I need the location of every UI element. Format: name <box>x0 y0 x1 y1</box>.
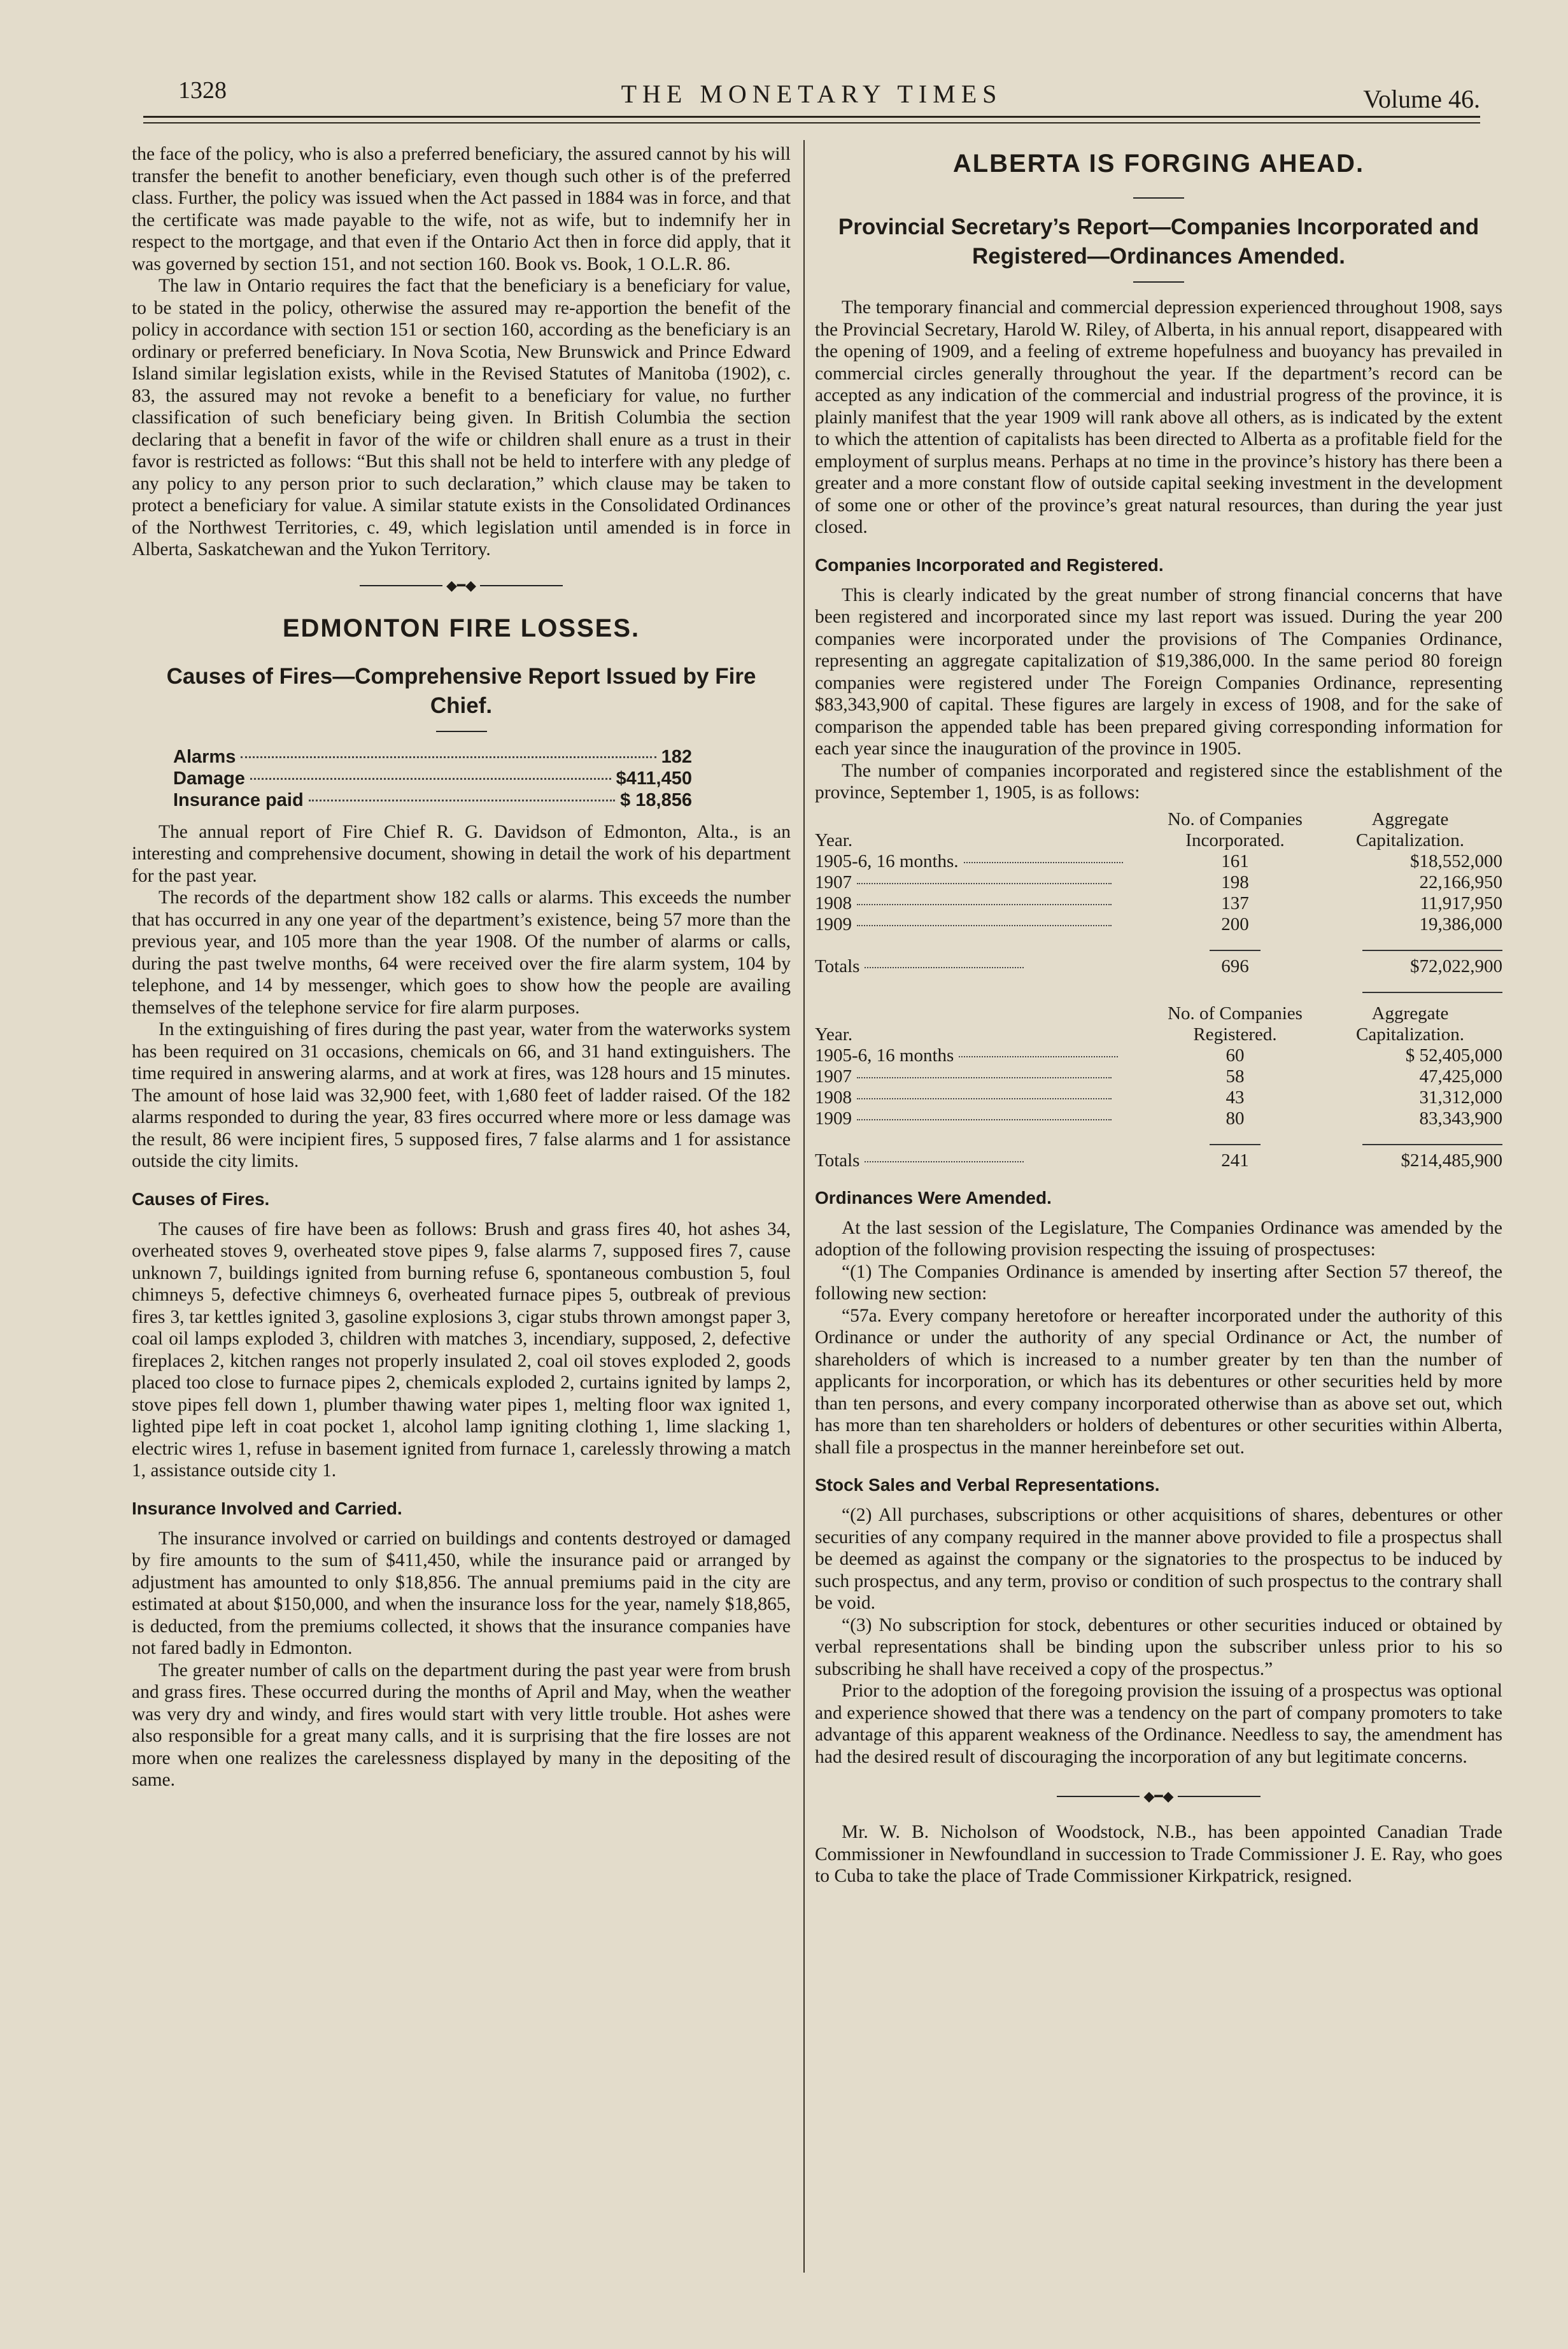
right-column <box>815 143 1502 1887</box>
stat-row <box>173 789 692 811</box>
year-cell: 1909 <box>815 914 852 935</box>
paragraph: “(2) All purchases, subscriptions or other acquisitions of shares, debentures or other securities of any company required in the manner above provided to file a prospectus shall be deemed as against the company or the signatories to the prospectus to be induced by such prospectus, and any term, proviso or condition of such prospectus to the contrary shall be void. <box>815 1505 1502 1613</box>
count-cell: 200 <box>1221 914 1249 935</box>
column-divider <box>803 140 805 2273</box>
count-cell: 137 <box>1221 892 1249 914</box>
capital-cell: $18,552,000 <box>1410 850 1502 871</box>
table-row <box>815 1087 1502 1108</box>
capital-cell: 47,425,000 <box>1419 1066 1502 1087</box>
year-cell: 1905-6, 16 months. <box>815 850 959 871</box>
stat-label: Damage <box>173 768 245 789</box>
volume-label: Volume 46. <box>1363 85 1480 113</box>
count-cell: 161 <box>1221 850 1249 871</box>
paragraph: The law in Ontario requires the fact that the beneficiary is a beneficiary for value, to be stated in the policy, otherwise the assured may re-apportion the benefit of the policy in accordance with section 151 or section 160, according as the beneficiary is an ordinary or preferred beneficiary. In Nova Scotia, New Brunswick and Prince Edward Island similar legislation exists, while in the Revised Statutes of Manitoba (1902), c. 83, the assured may not revoke a benefit to a beneficiary for value, no further classification of such beneficiary being given. In British Columbia the section declaring that a benefit in favor of the wife or children shall enure as a trust in their favor is restricted as follows: “But this shall not be held to interfere with any pledge of any policy to any person prior to such declaration,” which clause may be taken to protect a beneficiary for value. A similar statute exists in the Consolidated Ordinances of the Northwest Territories, c. 49, which legislation until amended is in force in Alberta, Saskatchewan and the Yukon Territory. <box>132 276 791 560</box>
table-row <box>815 872 1502 893</box>
year-cell: 1909 <box>815 1108 852 1129</box>
capital-cell: 31,312,000 <box>1419 1087 1502 1108</box>
short-rule <box>436 731 487 732</box>
companies-registered-table <box>815 1003 1502 1171</box>
totals-row <box>815 956 1502 977</box>
section-heading: Causes of Fires. <box>132 1189 270 1209</box>
stat-value: $ 18,856 <box>620 789 692 810</box>
page-number: 1328 <box>178 77 227 104</box>
companies-incorporated-table <box>815 809 1502 998</box>
total-count: 696 <box>1221 956 1249 977</box>
section-heading: Insurance Involved and Carried. <box>132 1498 402 1518</box>
capital-cell: 22,166,950 <box>1419 871 1502 892</box>
paragraph: The records of the department show 182 calls or alarms. This exceeds the number that has occurred in any one year of the department’s existence, being 57 more than the previous year, and 105 more than the year 1908. Of the number of alarms or calls, during the past twelve months, 64 were received over the fire alarm system, 104 by telephone, and 14 by messenger, which goes to show how the people are availing themselves of the telephone service for fire alarm purposes. <box>132 887 791 1018</box>
table-row <box>815 1108 1502 1129</box>
paragraph: The greater number of calls on the department during the past year were from brush and grass fires. These occurred during the months of April and May, when the weather was very dry and windy, and fires would start with very little trouble. Hot ashes were also responsible for a great many calls, and it is surprising that the fire losses are not more when one realizes the carelessness displayed by many in the depositing of the same. <box>132 1660 791 1790</box>
year-cell: 1907 <box>815 871 852 892</box>
paragraph: “57a. Every company heretofore or hereafter incorporated under the authority of this Ordinance or under the authority of any special Ordinance or Act, the number of shareholders of which is increased to a number greater by ten than the number of applicants for incorporation, or which has its debentures or other securities held by more than ten persons, and every company incorporated otherwise than as above set out, which has more than ten shareholders or holders of debentures or other securities within Alberta, shall file a prospectus in the manner hereinbefore set out. <box>815 1305 1502 1458</box>
section-heading: Stock Sales and Verbal Representations. <box>815 1475 1160 1495</box>
column-header: Year. <box>815 1024 853 1045</box>
page-header <box>143 76 1480 121</box>
paragraph: At the last session of the Legislature, The Companies Ordinance was amended by the adoption of the following provision respecting the issuing of prospectuses: <box>815 1217 1502 1260</box>
fire-stats <box>173 746 692 811</box>
table-row <box>815 914 1502 935</box>
column-header: No. of Companies Registered. <box>1168 1003 1303 1045</box>
section-heading: Ordinances Were Amended. <box>815 1187 1052 1208</box>
capital-cell: 83,343,900 <box>1419 1108 1502 1129</box>
table-row <box>815 1066 1502 1087</box>
header-rule-bottom <box>143 122 1480 123</box>
stat-label: Alarms <box>173 746 236 767</box>
totals-label: Totals <box>815 1150 860 1171</box>
count-cell: 80 <box>1225 1108 1245 1129</box>
count-cell: 60 <box>1225 1045 1245 1066</box>
total-capital: $72,022,900 <box>1410 956 1502 977</box>
paragraph: This is clearly indicated by the great number of strong financial concerns that have been registered and incorporated since my last report was issued. During the year 200 companies were incorporated under the provisions of The Companies Ordinance, representing an aggregate capitalization of $19,386,000. In the same period 80 foreign companies were registered under The Foreign Companies Ordinance, representing $83,343,900 of capital. These figures are largely in excess of 1908, and for the sake of comparison the appended table has been prepared giving corresponding information for each year since the inauguration of the province in 1905. <box>815 584 1502 759</box>
paragraph: The causes of fire have been as follows: Brush and grass fires 40, hot ashes 34, overheated stoves 9, overheated stove pipes 9, false alarms 7, supposed fires 7, cause unknown 7, buildings ignited from burning refuse 6, spontaneous combustion 5, foul chimneys 5, defective chimneys 6, overheated furnace pipes 5, outbreak of previous fires 3, tar kettles ignited 3, gasoline explosions 3, cigar stubs thrown amongst paper 3, coal oil lamps exploded 3, children with matches 3, incendiary, supposed, 2, defective fireplaces 2, kitchen ranges not properly insulated 2, coal oil stoves exploded 2, goods placed too close to furnace pipes 2, chemicals exploded 2, curtains ignited by lamps 2, stove pipes fell down 1, plumber thawing water pipes 1, melting floor wax ignited 1, lighted pipe left in coat pocket 1, alcohol lamp igniting clothing 1, lime slacking 1, electric wires 1, refuse in basement ignited from furnace 1, carelessly throwing a match 1, assistance outside city 1. <box>132 1218 791 1481</box>
paragraph: the face of the policy, who is also a preferred beneficiary, the assured cannot by his will transfer the benefit to another beneficiary, even though such other is of the preferred class. Further, the policy was issued when the Act passed in 1884 was in force, and that the certificate was made payable to the wife, not as wife, but to indemnify her in respect to the mortgage, and that even if the Ontario Act then in force did apply, that it was governed by section 151, and not section 160. Book vs. Book, 1 O.L.R. 86. <box>132 144 791 274</box>
total-capital: $214,485,900 <box>1401 1150 1502 1171</box>
table-row <box>815 893 1502 914</box>
paragraph: The temporary financial and commercial depression experienced throughout 1908, says the Provincial Secretary, Harold W. Riley, of Alberta, in his annual report, disappeared with the opening of 1909, and a feeling of extreme hopefulness and buoyancy has prevailed in commercial circles generally throughout the year. If the department’s record can be accepted as any indication of the commercial and industrial progress of the province, it is plainly manifest that the year 1909 will rank above all others, as is indicated by the extent to which the attention of capitalists has been directed to Alberta as a profitable field for the employment of surplus means. Perhaps at no time in the province’s history has there been a greater and a more constant flow of outside capital seeking investment in the development of some one or other of the province’s great natural resources, than during the year just closed. <box>815 297 1502 537</box>
count-cell: 43 <box>1225 1087 1245 1108</box>
paragraph: The annual report of Fire Chief R. G. Davidson of Edmonton, Alta., is an interesting and comprehensive document, showing in detail the work of his department for the past year. <box>132 821 791 886</box>
year-cell: 1905-6, 16 months <box>815 1045 954 1066</box>
column-header: Aggregate Capitalization. <box>1356 808 1464 850</box>
article-title: ALBERTA IS FORGING AHEAD. <box>952 150 1365 178</box>
table-row <box>815 1045 1502 1066</box>
article-title: EDMONTON FIRE LOSSES. <box>282 614 640 642</box>
header-rule-top <box>143 116 1480 118</box>
table-row <box>815 851 1502 872</box>
paragraph: Prior to the adoption of the foregoing provision the issuing of a prospectus was optional and experience showed that there was a tendency on the part of company promoters to take advantage of this apparent weakness of the Ordinance. Needless to say, the amendment has had the desired result of discouraging the incorporation of any but legitimate concerns. <box>815 1681 1502 1767</box>
year-cell: 1907 <box>815 1066 852 1087</box>
stat-label: Insurance paid <box>173 789 304 810</box>
paragraph: Mr. W. B. Nicholson of Woodstock, N.B., has been appointed Canadian Trade Commissioner in Newfoundland in succession to Trade Commissioner J. E. Ray, who goes to Cuba to take the place of Trade Commissioner Kirkpatrick, resigned. <box>815 1822 1502 1886</box>
left-column <box>132 143 791 1791</box>
totals-row <box>815 1150 1502 1171</box>
article-subtitle: Provincial Secretary’s Report—Companies Incorporated and Registered—Ordinances Amended. <box>838 215 1480 269</box>
paragraph: “(1) The Companies Ordinance is amended by inserting after Section 57 thereof, the following new section: <box>815 1261 1502 1304</box>
stat-value: 182 <box>661 746 692 767</box>
column-header: No. of Companies Incorporated. <box>1168 808 1303 850</box>
ornament-divider: ◆━◆ <box>815 1787 1502 1806</box>
capital-cell: $ 52,405,000 <box>1405 1045 1502 1066</box>
short-rule <box>1133 197 1184 199</box>
paragraph: The number of companies incorporated and registered since the establishment of the province, September 1, 1905, is as follows: <box>815 760 1502 803</box>
paragraph: In the extinguishing of fires during the past year, water from the waterworks system has been required on 31 occasions, chemicals on 66, and 31 hand extinguishers. The time required in answering alarms, and at work at fires, was 128 hours and 15 minutes. The amount of hose laid was 32,900 feet, with 1,680 feet of ladder raised. Of the 182 alarms responded to during the year, 83 fires occurred where more or less damage was the result, 86 were incipient fires, 5 supposed fires, 7 false alarms and 1 for assistance outside the city limits. <box>132 1019 791 1171</box>
stat-row <box>173 768 692 789</box>
section-heading: Companies Incorporated and Registered. <box>815 554 1164 575</box>
totals-label: Totals <box>815 956 860 977</box>
paragraph: The insurance involved or carried on buildings and contents destroyed or damaged by fire amounts to the sum of $411,450, while the insurance paid or arranged by adjustment has amounted to only $18,856. The annual premiums paid in the city are estimated at about $150,000, and when the insurance loss for the year, namely $18,865, is deducted, from the premiums collected, it shows that the insurance companies have not fared badly in Edmonton. <box>132 1528 791 1658</box>
ornament-divider: ◆━◆ <box>132 576 791 595</box>
journal-title: THE MONETARY TIMES <box>621 80 1003 108</box>
capital-cell: 11,917,950 <box>1420 892 1502 914</box>
total-count: 241 <box>1221 1150 1249 1171</box>
count-cell: 198 <box>1221 871 1249 892</box>
column-header: Year. <box>815 829 853 850</box>
capital-cell: 19,386,000 <box>1419 914 1502 935</box>
column-header: Aggregate Capitalization. <box>1356 1003 1464 1045</box>
short-rule <box>1133 281 1184 283</box>
year-cell: 1908 <box>815 1087 852 1108</box>
stat-value: $411,450 <box>616 768 692 789</box>
stat-row <box>173 746 692 768</box>
count-cell: 58 <box>1225 1066 1245 1087</box>
article-subtitle: Causes of Fires—Comprehensive Report Issued by Fire Chief. <box>166 663 756 718</box>
year-cell: 1908 <box>815 892 852 914</box>
paragraph: “(3) No subscription for stock, debentures or other securities induced or obtained by verbal representations shall be binding upon the subscriber unless prior to his so subscribing he shall have received a copy of the prospectus.” <box>815 1614 1502 1679</box>
